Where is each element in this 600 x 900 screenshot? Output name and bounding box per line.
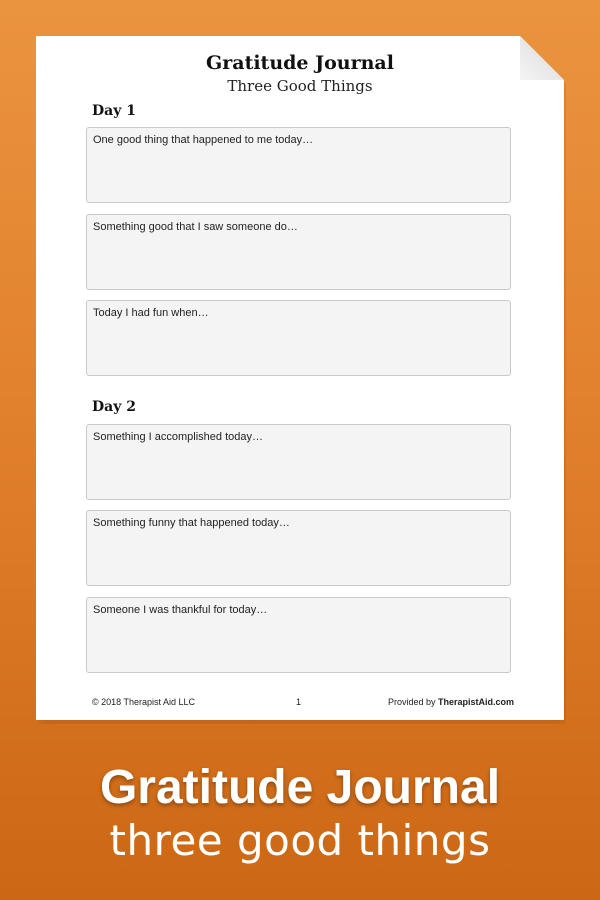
footer-copyright: © 2018 Therapist Aid LLC <box>92 697 196 707</box>
prompt-text: One good thing that happened to me today… <box>93 134 314 146</box>
banner-subtitle: three good things <box>109 816 491 865</box>
day-heading: Day 2 <box>92 399 136 415</box>
journal-entry-box[interactable] <box>86 214 511 290</box>
footer-page-number: 1 <box>296 697 302 707</box>
journal-entry-box[interactable] <box>86 127 511 203</box>
prompt-text: Something funny that happened today… <box>93 517 290 529</box>
prompt-text: Something I accomplished today… <box>93 431 263 443</box>
prompt-text: Someone I was thankful for today… <box>93 604 268 616</box>
prompt-text: Today I had fun when… <box>93 307 209 319</box>
footer-provided-by <box>388 697 514 707</box>
provided-by-site[interactable]: TherapistAid.com <box>438 697 515 707</box>
journal-entry-box[interactable] <box>86 510 511 586</box>
journal-entry-box[interactable] <box>86 597 511 673</box>
day-heading: Day 1 <box>92 103 136 119</box>
journal-entry-box[interactable] <box>86 424 511 500</box>
prompt-text: Something good that I saw someone do… <box>93 221 298 233</box>
provided-by-label: Provided by <box>388 697 436 707</box>
worksheet-subtitle: Three Good Things <box>227 77 373 95</box>
journal-entry-box[interactable] <box>86 300 511 376</box>
worksheet-title: Gratitude Journal <box>206 52 394 74</box>
banner-title: Gratitude Journal <box>99 761 501 814</box>
